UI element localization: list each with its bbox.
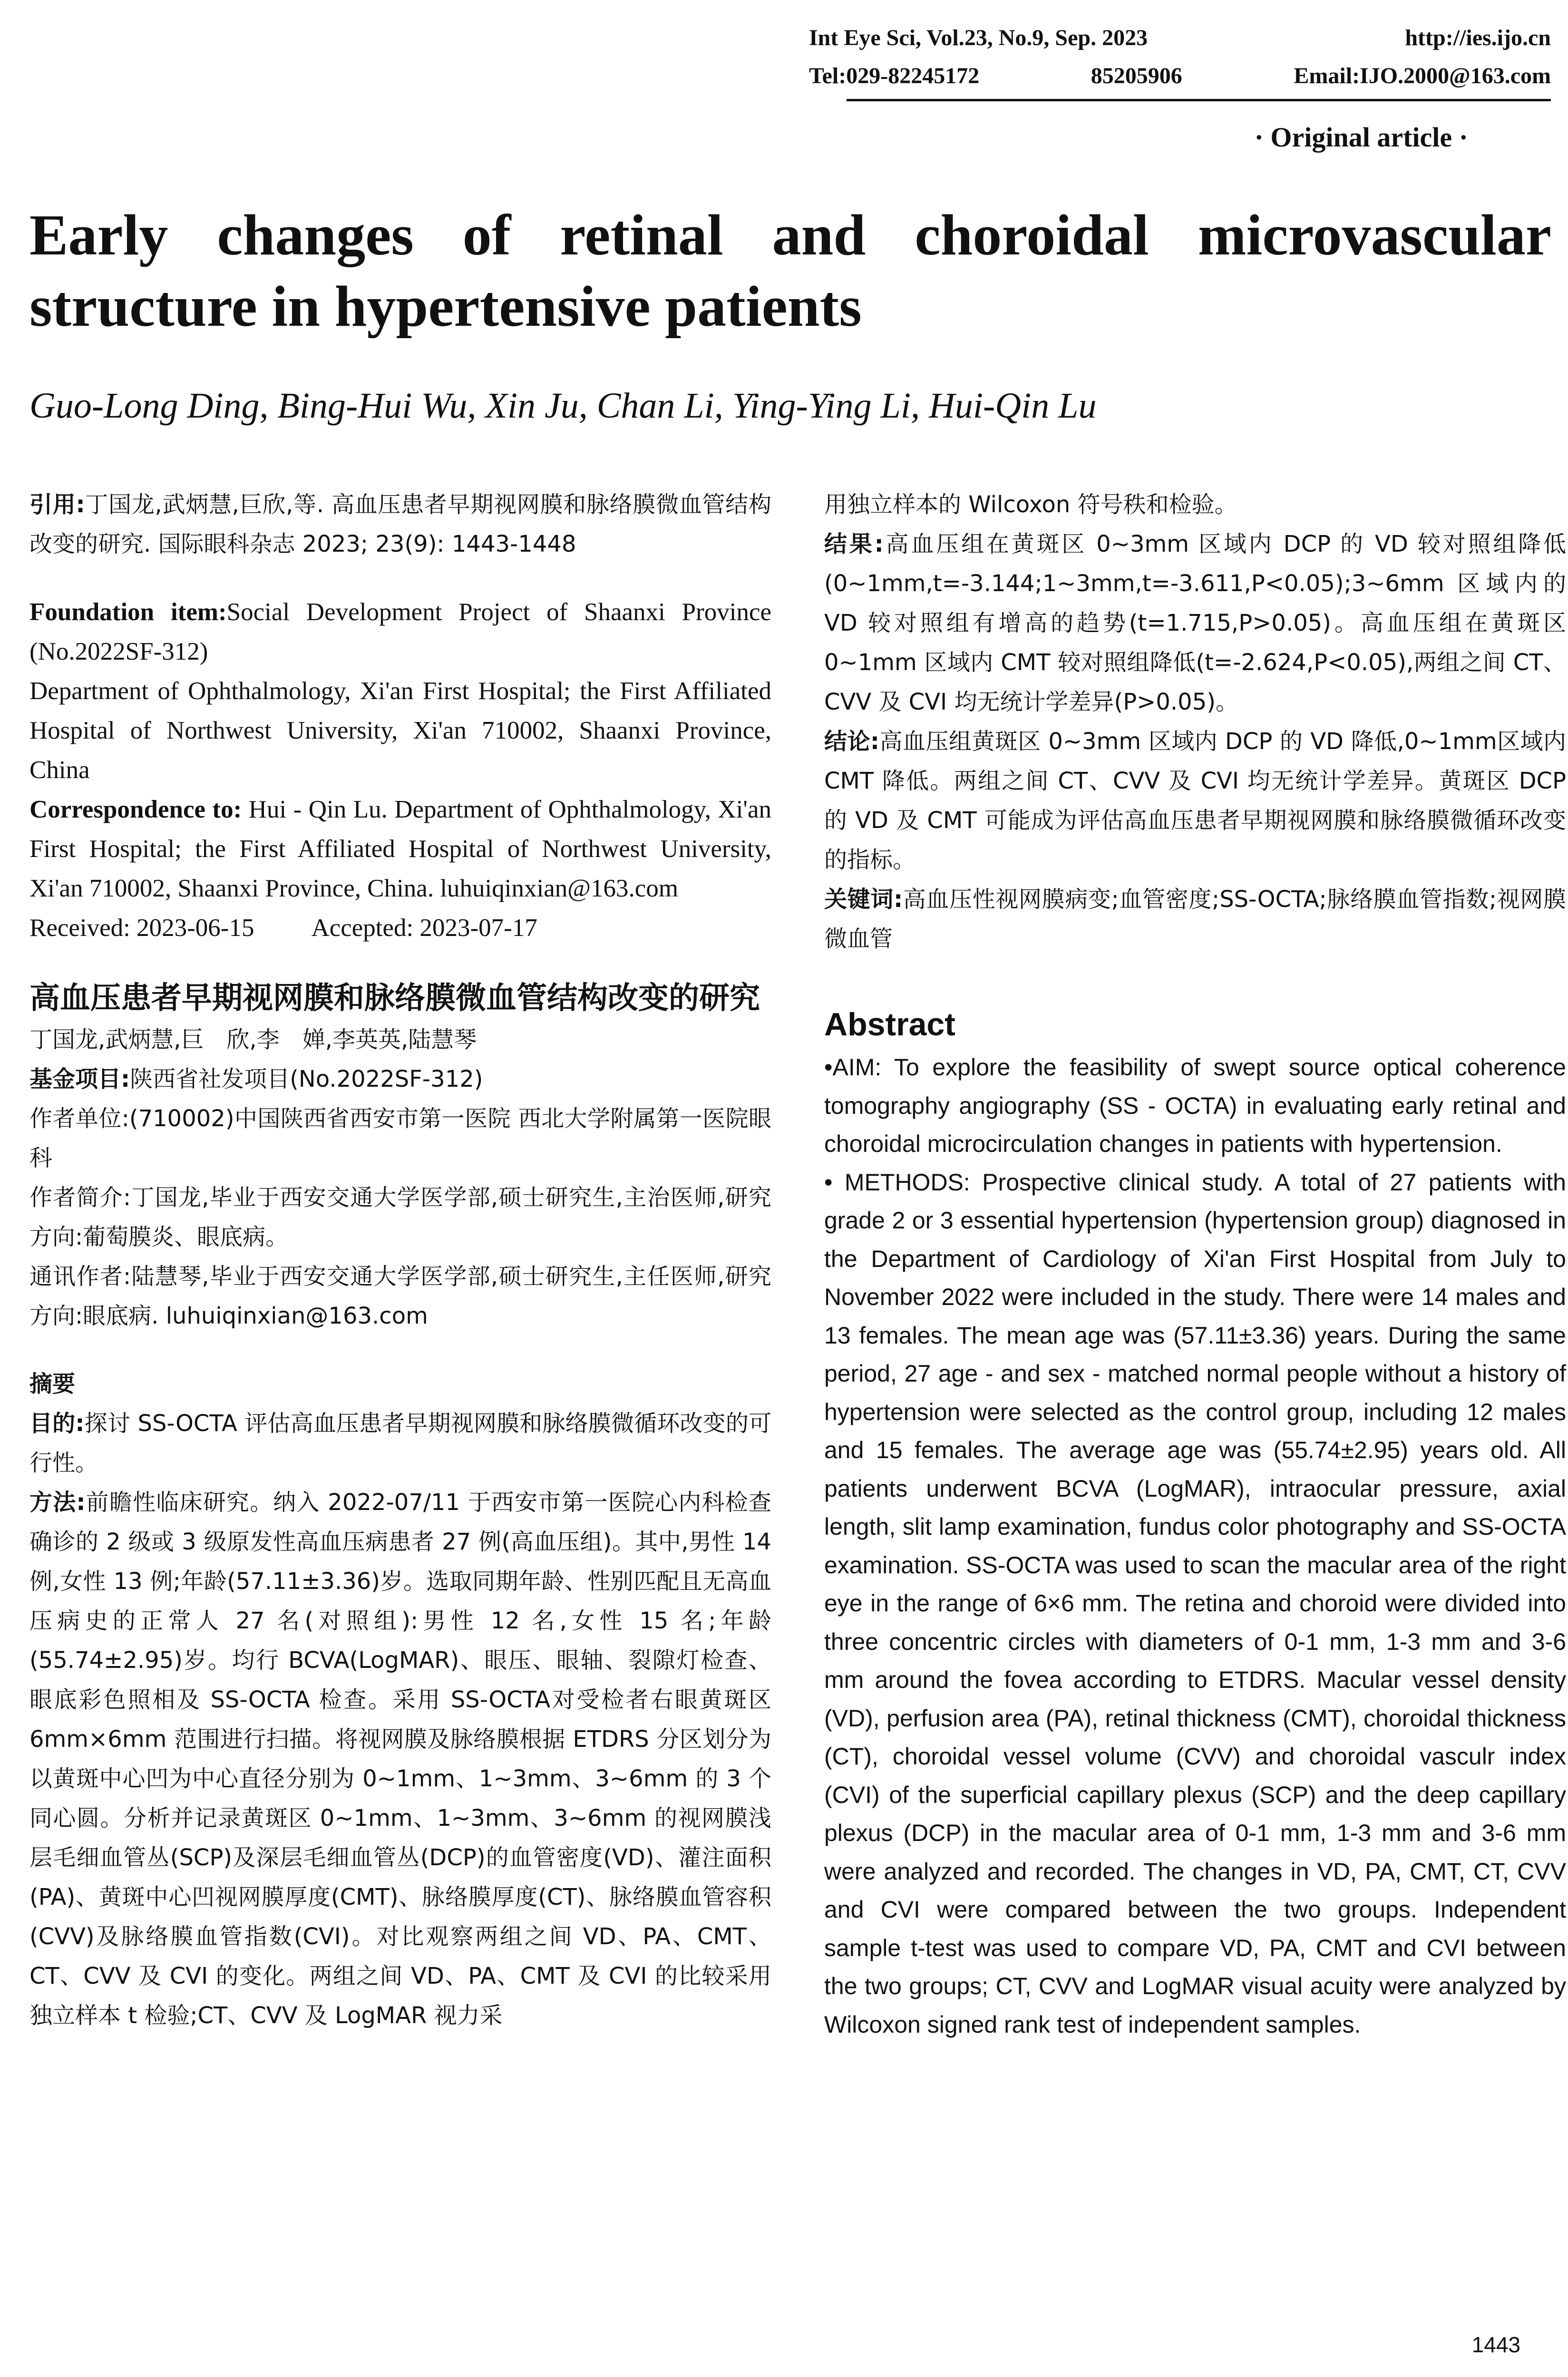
bio-block (29, 1178, 771, 1257)
page-number: 1443 (1471, 2332, 1520, 2357)
foundation-label: Foundation item: (29, 598, 227, 626)
cn-conclusion-text: 高血压组黄斑区 0~3mm 区域内 DCP 的 VD 降低,0~1mm区域内 CMT 降低。两组之间 CT、CVV 及 CVI 均无统计学差异。黄斑区 DCP 的 VD 及 CMT 可能成为评估高血压患者早期视网膜和脉络膜微循环改变的指标。 (824, 728, 1566, 873)
journal-citation: Int Eye Sci, Vol.23, No.9, Sep. 2023 (809, 25, 1148, 50)
corr-label: 通讯作者: (29, 1263, 131, 1290)
cn-authors: 丁国龙,武炳慧,巨 欣,李 婵,李英英,陆慧琴 (29, 1026, 477, 1053)
cn-keywords-block (824, 880, 1566, 959)
cn-method-text: 前瞻性临床研究。纳入 2022-07/11 于西安市第一医院心内科检查确诊的 2 级或 3 级原发性高血压病患者 27 例(高血压组)。其中,男性 14 例,女性 13 例;年龄(57.11±3.36)岁。选取同期年龄、性别匹配且无高血压病史的正常人 27 名(对照组):男性 12 名,女性 15 名;年龄(55.74±2.95)岁。均行 BCVA(LogMAR)、眼压、眼轴、裂隙灯检查、眼底彩色照相及 SS-OCTA 检查。采用 SS-OCTA对受检者右眼黄斑区 6mm×6mm 范围进行扫描。将视网膜及脉络膜根据 ETDRS 分区划分为以黄斑中心凹为中心直径分别为 0~1mm、1~3mm、3~6mm 的 3 个同心圆。分析并记录黄斑区 0~1mm、1~3mm、3~6mm 的视网膜浅层毛细血管丛(SCP)及深层毛细血管丛(DCP)的血管密度(VD)、灌注面积(PA)、黄斑中心凹视网膜厚度(CMT)、脉络膜厚度(CT)、脉络膜血管容积(CVV)及脉络膜血管指数(CVI)。对比观察两组之间 VD、PA、CMT、CT、CVV 及 CVI 的变化。两组之间 VD、PA、CMT 及 CVI 的比较采用独立样本 t 检验;CT、CVV 及 LogMAR 视力采 (29, 1489, 771, 2029)
cn-result-label: 结果: (824, 531, 884, 557)
journal-tel: Tel:029-82245172 (809, 63, 980, 88)
unit-text: (710002)中国陕西省西安市第一医院 西北大学附属第一医院眼科 (29, 1105, 771, 1171)
fund-label: 基金项目: (29, 1066, 130, 1092)
citation-text: 丁国龙,武炳慧,巨欣,等. 高血压患者早期视网膜和脉络膜微血管结构改变的研究. 国际眼科杂志 2023; 23(9): 1443-1448 (29, 491, 771, 557)
author-list: Guo-Long Ding, Bing-Hui Wu, Xin Ju, Chan Li, Ying-Ying Li, Hui-Qin Lu (29, 386, 1097, 426)
dates (29, 908, 771, 948)
journal-header-line-2 (809, 63, 1551, 89)
foundation-text: Social Development Project of Shaanxi Province (No.2022SF-312) (29, 598, 771, 665)
cn-aim-label: 目的: (29, 1410, 85, 1437)
journal-tel-2: 85205906 (1091, 63, 1182, 88)
correspondence-text: Hui - Qin Lu. Department of Ophthalmology, Xi'an First Hospital; the First Affiliated Hospital of Northwest University, Xi'an 710002, Shaanxi Province, China. luhuiqinxian@163.com (29, 796, 772, 902)
cn-conclusion-block (824, 722, 1566, 880)
accepted-date: Accepted: 2023-07-17 (311, 914, 537, 942)
right-column (824, 485, 1566, 2044)
cn-abstract-heading: 摘要 (29, 1371, 76, 1397)
bio-label: 作者简介: (29, 1184, 131, 1211)
cn-method-block (29, 1483, 771, 2036)
foundation-block (29, 593, 771, 672)
paper-title: Early changes of retinal and choroidal microvascular structure in hypertensive patients (29, 203, 1551, 339)
article-type: · Original article · (1254, 122, 1468, 153)
cn-result-text: 高血压组在黄斑区 0~3mm 区域内 DCP 的 VD 较对照组降低(0~1mm,t=-3.144;1~3mm,t=-3.611,P<0.05);3~6mm 区域内的 VD 较对照组有增高的趋势(t=1.715,P>0.05)。高血压组在黄斑区 0~1mm 区域内 CMT 较对照组降低(t=-2.624,P<0.05),两组之间 CT、CVV 及 CVI 均无统计学差异(P>0.05)。 (824, 531, 1566, 715)
cn-result-block (824, 525, 1566, 722)
fund-text: 陕西省社发项目(No.2022SF-312) (130, 1066, 483, 1092)
cn-aim-text: 探讨 SS-OCTA 评估高血压患者早期视网膜和脉络膜微循环改变的可行性。 (29, 1410, 771, 1476)
cn-method-label: 方法: (29, 1489, 86, 1516)
department: Department of Ophthalmology, Xi'an First Hospital; the First Affiliated Hospital of Northwest University, Xi'an 710002, Shaanxi Province, China (29, 677, 771, 784)
left-column (29, 485, 771, 2036)
unit-label: 作者单位: (29, 1105, 129, 1132)
fund-block (29, 1060, 771, 1099)
correspondence-label: Correspondence to: (29, 796, 242, 823)
journal-header-line-1 (809, 25, 1551, 51)
abstract-heading: Abstract (824, 1006, 955, 1042)
corr-text: 陆慧琴,毕业于西安交通大学医学部,硕士研究生,主任医师,研究方向:眼底病. luhuiqinxian@163.com (29, 1263, 771, 1329)
abstract-aim (824, 1048, 1566, 1163)
journal-url[interactable]: http://ies.ijo.cn (1405, 25, 1551, 50)
cn-title: 高血压患者早期视网膜和脉络膜微血管结构改变的研究 (29, 981, 760, 1016)
abstract-aim-text: To explore the feasibility of swept source optical coherence tomography angiography (SS - OCTA) in evaluating early retinal and choroidal microcirculation changes in patients with hypertension. (824, 1054, 1566, 1157)
cn-method-continued: 用独立样本的 Wilcoxon 符号秩和检验。 (824, 491, 1237, 518)
cn-aim-block (29, 1404, 771, 1483)
abstract-methods-text: Prospective clinical study. A total of 27 patients with grade 2 or 3 essential hypertension (hypertension group) diagnosed in the Department of Cardiology of Xi'an First Hospital from July to November 2022 were included in the study. There were 14 males and 13 females. The mean age was (57.11±3.36) years. During the same period, 27 age - and sex - matched normal people without a history of hypertension were selected as the control group, including 12 males and 15 females. The average age was (55.74±2.95) years old. All patients underwent BCVA (LogMAR), intraocular pressure, axial length, slit lamp examination, fundus color photography and SS-OCTA examination. SS-OCTA was used to scan the macular area of the right eye in the range of 6×6 mm. The retina and choroid were divided into three concentric circles with diameters of 0-1 mm, 1-3 mm and 3-6 mm around the fovea according to ETDRS. Macular vessel density (VD), perfusion area (PA), retinal thickness (CMT), choroidal thickness (CT), choroidal vessel volume (CVV) and choroidal vasculr index (CVI) of the superficial capillary plexus (SCP) and the deep capillary plexus (DCP) in the macular area of 0-1 mm, 1-3 mm and 3-6 mm were analyzed and recorded. The changes in VD, PA, CMT, CT, CVV and CVI were compared between the two groups. Independent sample t-test was used to compare VD, PA, CMT and CVI between the two groups; CT, CVV and LogMAR visual acuity were analyzed by Wilcoxon signed rank test of independent samples. (824, 1169, 1566, 2038)
journal-email[interactable]: Email:IJO.2000@163.com (1294, 63, 1551, 88)
citation-label: 引用: (29, 491, 85, 518)
cn-keywords-label: 关键词: (824, 886, 903, 913)
abstract-methods-label: • METHODS: (824, 1169, 970, 1196)
citation-block (29, 485, 771, 564)
received-date: Received: 2023-06-15 (29, 914, 254, 942)
abstract-methods (824, 1163, 1566, 2044)
cn-keywords-text: 高血压性视网膜病变;血管密度;SS-OCTA;脉络膜血管指数;视网膜微血管 (824, 886, 1566, 952)
unit-block (29, 1099, 771, 1178)
cn-conclusion-label: 结论: (824, 728, 880, 755)
header-rule (847, 99, 1551, 101)
correspondence-block (29, 790, 771, 908)
abstract-aim-label: •AIM: (824, 1054, 882, 1081)
corr-block (29, 1257, 771, 1336)
bio-text: 丁国龙,毕业于西安交通大学医学部,硕士研究生,主治医师,研究方向:葡萄膜炎、眼底病。 (29, 1184, 771, 1250)
